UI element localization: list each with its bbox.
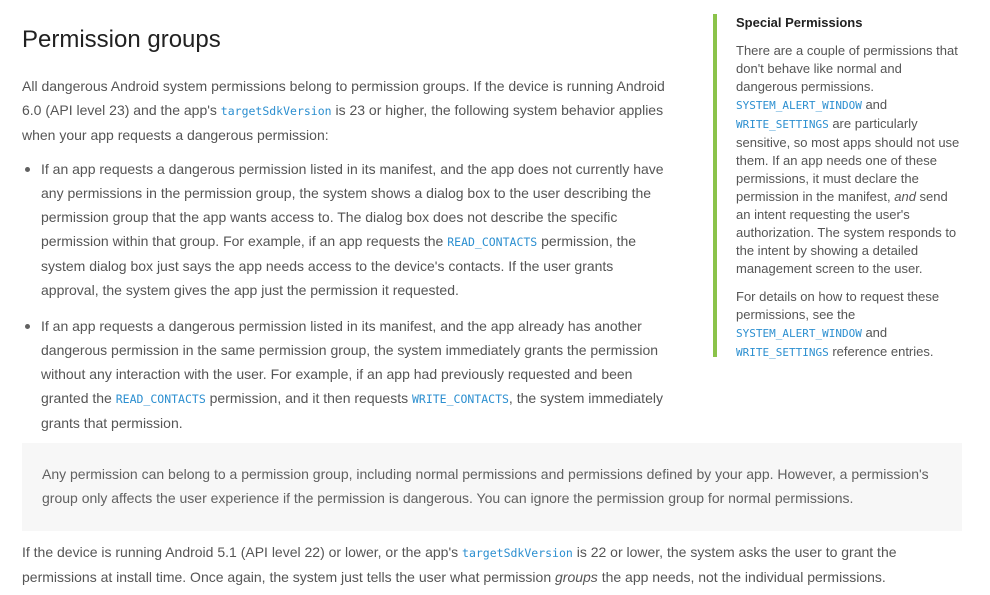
bullet-dot-icon [25, 167, 30, 172]
code-read-contacts: READ_CONTACTS [115, 392, 206, 406]
aside-title: Special Permissions [736, 15, 863, 30]
note-text: Any permission can belong to a permission group, including normal permissions and permissions defined by your app. However, a permission's group only affects the user experience if the permission is dangerous. You can ignore the permission group for normal permissions. [42, 466, 929, 506]
note-box [22, 443, 962, 531]
bottom-paragraph: If the device is running Android 5.1 (API level 22) or lower, or the app's targetSdkVersion is 22 or lower, the system asks the user to grant the permissions at install time. Once again, the system just tells the user what permission groups the app needs, not the individual permissions. [22, 544, 897, 585]
aside-paragraph: For details on how to request these permissions, see the SYSTEM_ALERT_WINDOW and WRITE_SETTINGS reference entries. [736, 289, 940, 359]
bullet-dot-icon [25, 324, 30, 329]
code-target-sdk-version: targetSdkVersion [462, 546, 573, 560]
code-target-sdk-version: targetSdkVersion [220, 104, 332, 118]
list-item: If an app requests a dangerous permission listed in its manifest, and the app does not currently have any permissions in the permission group, the system shows a dialog box to the user describing the permission group that the app wants access to. The dialog box does not describe the specific permission within that group. For example, if an app requests the READ_CONTACTS permission, the system dialog box just says the app needs access to the device's contacts. If the user grants approval, the system gives the app just the permission it requested. [22, 157, 674, 302]
main-content [22, 22, 674, 447]
special-permissions-aside [713, 14, 963, 357]
behavior-list [22, 157, 674, 435]
code-write-settings: WRITE_SETTINGS [736, 346, 829, 359]
code-write-settings: WRITE_SETTINGS [736, 118, 829, 131]
list-item: If an app requests a dangerous permission listed in its manifest, and the app already has another dangerous permission in the same permission group, the system immediately grants the permission without any interaction with the user. For example, if an app had previously requested and been granted the READ_CONTACTS permission, and it then requests WRITE_CONTACTS, the system immediately grants that permission. [22, 314, 674, 435]
intro-paragraph: All dangerous Android system permissions belong to permission groups. If the device is running Android 6.0 (API level 23) and the app's targetSdkVersion is 23 or higher, the following system behavior applies when your app requests a dangerous permission: [22, 78, 665, 143]
code-write-contacts: WRITE_CONTACTS [411, 392, 509, 406]
code-system-alert-window: SYSTEM_ALERT_WINDOW [736, 99, 862, 112]
aside-paragraph: There are a couple of permissions that don't behave like normal and dangerous permissions. SYSTEM_ALERT_WINDOW and WRITE_SETTINGS are particularly sensitive, so most apps should not use them. If an app needs one of these permissions, it must declare the permission in the manifest, and send an intent requesting the user's authorization. The system responds to the intent by showing a detailed management screen to the user. [736, 43, 960, 276]
bottom-paragraph-container [22, 540, 962, 589]
code-read-contacts: READ_CONTACTS [447, 235, 538, 249]
code-system-alert-window: SYSTEM_ALERT_WINDOW [736, 327, 862, 340]
page-title: Permission groups [22, 26, 221, 53]
